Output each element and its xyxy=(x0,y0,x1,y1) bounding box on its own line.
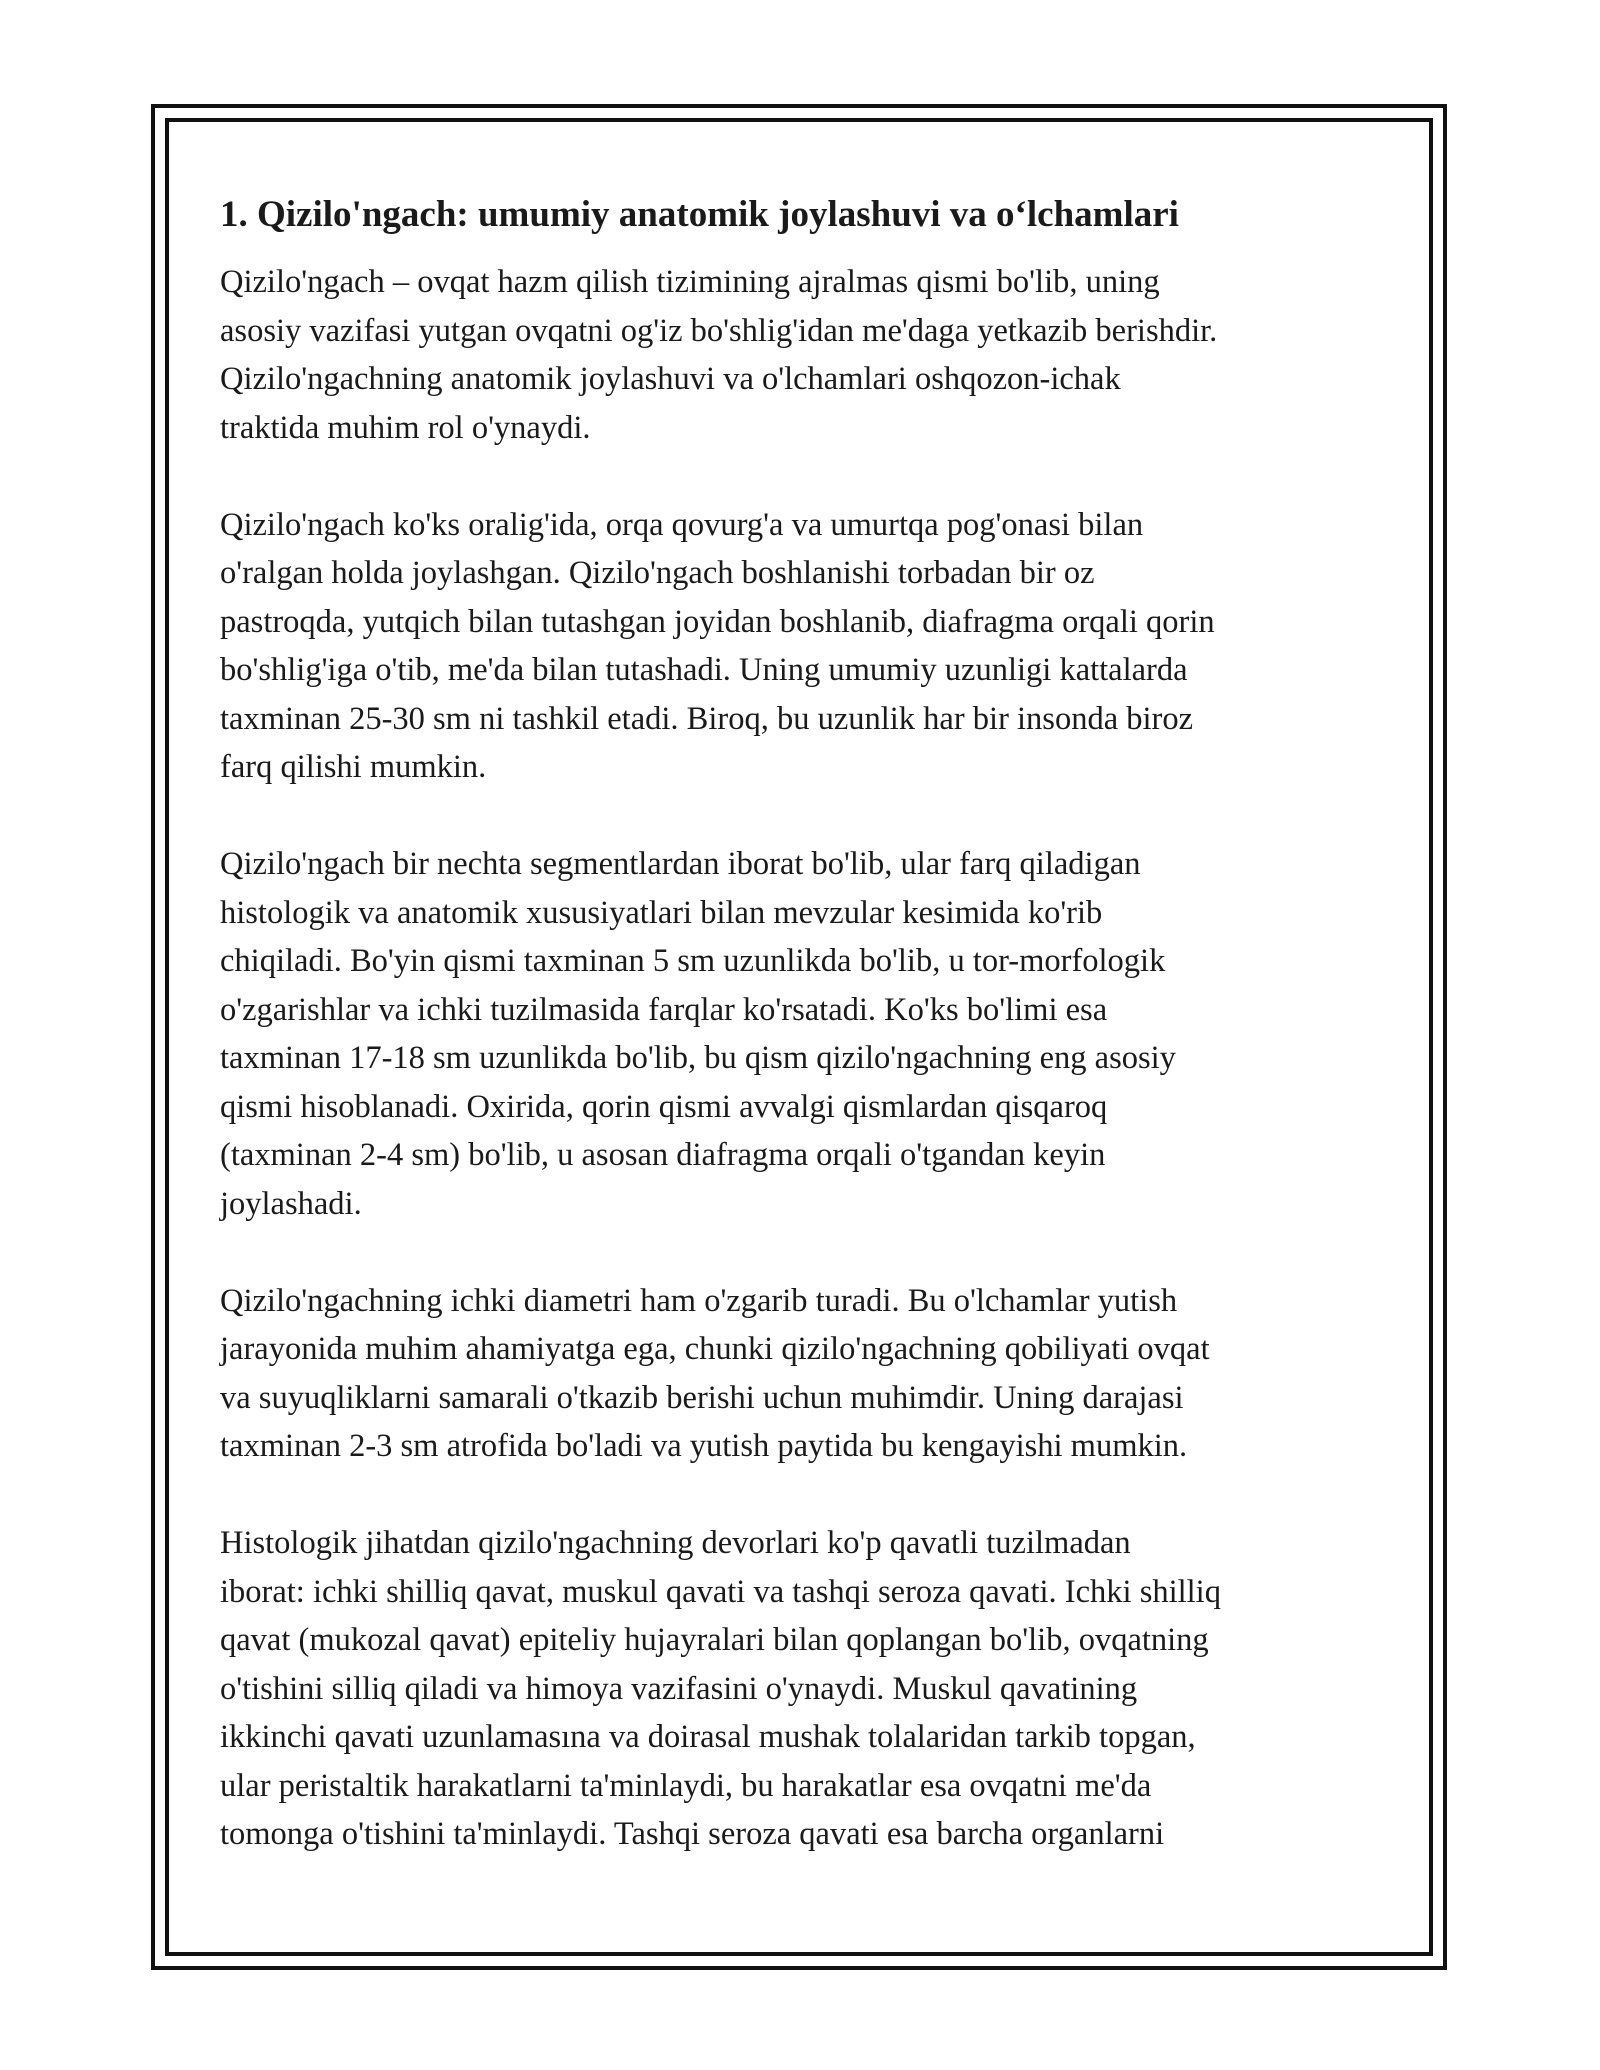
paragraph-3: Qizilo'ngach bir nechta segmentlardan iborat bo'lib, ular farq qiladigan histologik va anatomik xususiyatlari bilan mevzular kesimida ko'rib chiqiladi. Bo'yin qismi taxminan 5 sm uzunlikda bo'lib, u tor-morfologik o'zgarishlar va ichki tuzilmasida farqlar ko'rsatadi. Ko'ks bo'limi esa taxminan 17-18 sm uzunlikda bo'lib, bu qism qizilo'ngachning eng asosiy qismi hisoblanadi. Oxirida, qorin qismi avvalgi qismlardan qisqaroq (taxminan 2-4 sm) bo'lib, u asosan diafragma orqali o'tgandan keyin joylashadi. xyxy=(220,846,1176,1222)
section-heading: 1. Qizilo'ngach: umumiy anatomik joylashuvi va o‘lchamlari xyxy=(220,194,1179,235)
paragraph-1: Qizilo'ngach – ovqat hazm qilish tizimining ajralmas qismi bo'lib, uning asosiy vazifasi yutgan ovqatni og'iz bo'shlig'idan me'daga yetkazib berishdir. Qizilo'ngachning anatomik joylashuvi va o'lchamlari oshqozon-ichak traktida muhim rol o'ynaydi. xyxy=(220,264,1218,446)
paragraph-5: Histologik jihatdan qizilo'ngachning devorlari ko'p qavatli tuzilmadan iborat: ichki shilliq qavat, muskul qavati va tashqi seroza qavati. Ichki shilliq qavat (mukozal qavat) epiteliy hujayralari bilan qoplangan bo'lib, ovqatning o'tishini silliq qiladi va himoya vazifasini o'ynaydi. Muskul qavatining ikkinchi qavati uzunlamasına va doirasal mushak tolalaridan tarkib topgan, ular peristaltik harakatlarni ta'minlaydi, bu harakatlar esa ovqatni me'da tomonga o'tishini ta'minlaydi. Tashqi seroza qavati esa barcha organlarni xyxy=(220,1525,1221,1852)
paragraph-2: Qizilo'ngach ko'ks oralig'ida, orqa qovurg'a va umurtqa pog'onasi bilan o'ralgan holda joylashgan. Qizilo'ngach boshlanishi torbadan bir oz pastroqda, yutqich bilan tutashgan joyidan boshlanib, diafragma orqali qorin bo'shlig'iga o'tib, me'da bilan tutashadi. Uning umumiy uzunligi kattalarda taxminan 25-30 sm ni tashkil etadi. Biroq, bu uzunlik har bir insonda biroz farq qilishi mumkin. xyxy=(220,506,1215,785)
paragraph-4: Qizilo'ngachning ichki diametri ham o'zgarib turadi. Bu o'lchamlar yutish jarayonida muhim ahamiyatga ega, chunki qizilo'ngachning qobiliyati ovqat va suyuqliklarni samarali o'tkazib berishi uchun muhimdir. Uning darajasi taxminan 2-3 sm atrofida bo'ladi va yutish paytida bu kengayishi mumkin. xyxy=(220,1282,1210,1464)
document-body xyxy=(220,190,1385,1907)
